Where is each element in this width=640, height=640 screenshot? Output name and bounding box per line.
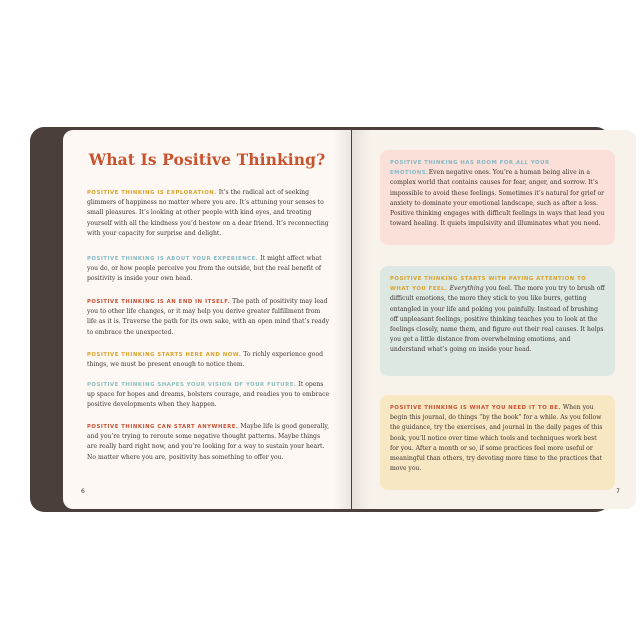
page-title: What Is Positive Thinking?	[88, 150, 326, 169]
paragraph-here-and-now	[87, 350, 331, 370]
paragraph-text: Maybe life is good generally, and you’re trying to reroute some negative thought patterns. Maybe things are really hard right now, and you’re looking for a way to sustain your heart. No matter where you are, positivity has something to offer you.	[87, 423, 330, 461]
paragraph-start-anywhere	[87, 422, 331, 463]
paragraph-experience	[87, 254, 331, 285]
paragraph-text: To richly experience good things, we must be present enough to notice them.	[87, 351, 324, 369]
callout-card-emotions	[380, 150, 615, 245]
paragraph-lead: POSITIVE THINKING IS AN END IN ITSELF.	[87, 299, 231, 305]
paragraph-lead: POSITIVE THINKING CAN START ANYWHERE.	[87, 424, 239, 430]
paragraph-lead: POSITIVE THINKING SHAPES YOUR VISION OF YOUR FUTURE.	[87, 382, 297, 388]
paragraph-text: It’s the radical act of seeking glimmers of happiness no matter where you are. It’s attuning your senses to small pleasures. It’s looking at other people with kind eyes, and treating yourself with all the kindness you’d bestow on a dear friend. It’s reconnecting with your capacity for surprise and delight.	[87, 189, 329, 237]
right-page	[352, 130, 636, 509]
card-text-emphasis: Everything	[449, 285, 484, 293]
page-number: 7	[616, 488, 620, 495]
left-page	[63, 130, 351, 509]
paragraph-vision	[87, 380, 331, 411]
card-paragraph	[390, 274, 605, 356]
open-book	[30, 127, 620, 512]
paragraph-text: The path of positivity may lead you to other life changes, or it may help you derive greater fulfillment from life as it is. Traverse the path for its own sake, with an open mind that’s ready to embrace the unexpected.	[87, 298, 330, 336]
card-text: When you begin this journal, do things “by the book” for a while. As you follow the guidance, try the exercises, and journal in the daily pages of this book, you’ll notice over time which tools and techniques work best for you. After a month or so, if some practices feel more useful or meaningful than others, try devoting more time to the practices that move you.	[390, 404, 603, 473]
paragraph-lead: POSITIVE THINKING IS ABOUT YOUR EXPERIENCE.	[87, 256, 259, 262]
card-text: you feel. The more you try to brush off difficult emotions, the more they stick to you like burrs, getting entangled in your life and poking you painfully. Instead of brushing off unpleasant feelings, positive thinking teaches you to look at the feelings closely, name them, and figure out their real causes. It helps you get a little distance from overwhelming emotions, and understand what’s going on inside your head.	[390, 285, 605, 354]
paragraph-lead: POSITIVE THINKING IS EXPLORATION.	[87, 190, 217, 196]
callout-card-what-you-need	[380, 395, 615, 490]
card-lead-emphasis: ALL	[515, 160, 529, 166]
card-paragraph	[390, 158, 605, 229]
card-paragraph	[390, 403, 605, 474]
gutter-shadow	[333, 130, 351, 509]
page-number: 6	[81, 488, 85, 495]
card-lead: POSITIVE THINKING HAS ROOM FOR	[390, 160, 516, 166]
callout-card-attention	[380, 266, 615, 376]
paragraph-text: It might affect what you do, or how people perceive you from the outside, but the real benefit of positivity is inside your own head.	[87, 255, 322, 283]
card-lead: YOUR EMOTIONS.	[390, 160, 550, 177]
gutter-shadow	[352, 130, 370, 509]
card-lead: POSITIVE THINKING IS WHAT YOU NEED IT TO BE.	[390, 405, 561, 411]
card-lead: POSITIVE THINKING STARTS WITH PAYING ATTENTION TO WHAT YOU FEEL.	[390, 276, 587, 293]
card-text: Even negative ones. You’re a human being alive in a complex world that contains causes for fear, anger, and sorrow. It’s impossible to avoid these feelings. Sometimes it’s natural for grief or anxiety to dominate your emotional landscape, such as after a loss. Positive thinking engages with difficult feelings in ways that lead you toward healing. It quiets impulsivity and illuminates what you need.	[390, 169, 605, 228]
paragraph-lead: POSITIVE THINKING STARTS HERE AND NOW.	[87, 352, 242, 358]
paragraph-end-in-itself	[87, 297, 331, 338]
paragraph-text: It opens up space for hopes and dreams, bolsters courage, and readies you to embrace positive developments when they happen.	[87, 381, 330, 409]
paragraph-exploration	[87, 188, 331, 239]
